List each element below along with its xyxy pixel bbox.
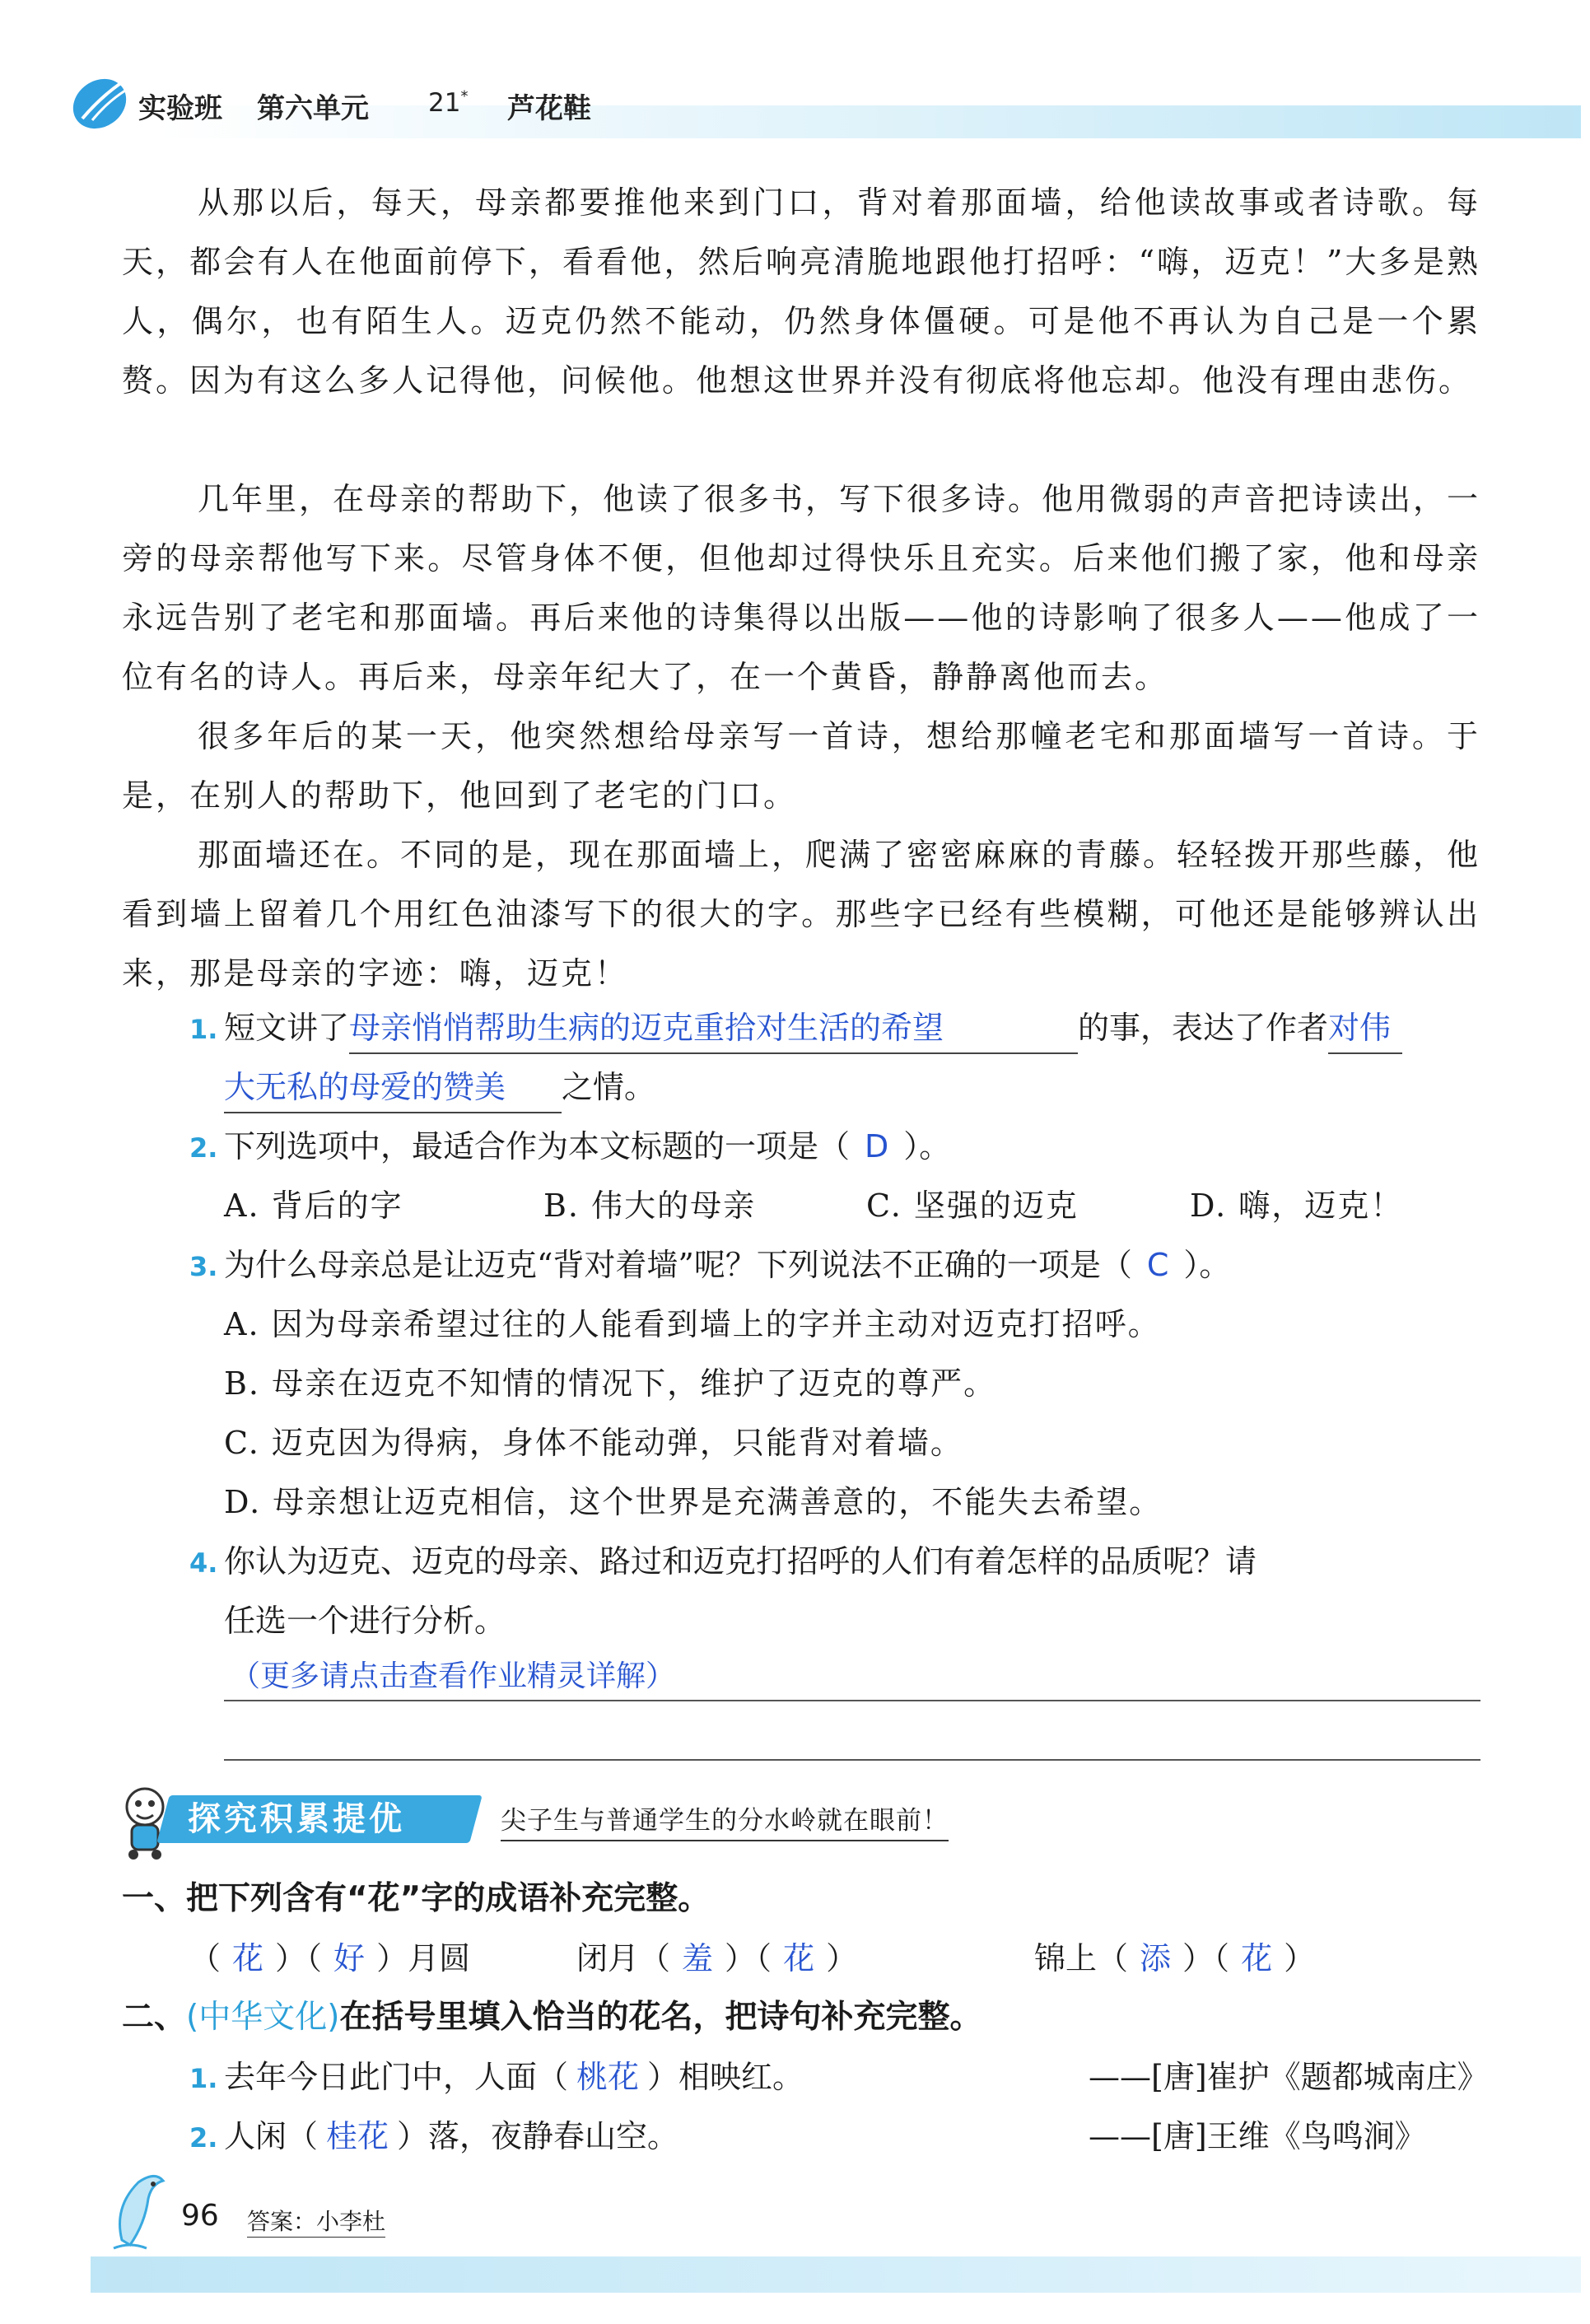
option-d: D. 母亲想让迈克相信，这个世界是充满善意的，不能失去希望。: [224, 1484, 1163, 1520]
culture-tag: (中华文化): [186, 1999, 340, 2036]
page-number: 96: [181, 2199, 219, 2233]
poem-source-1: ——[唐]崔护《题都城南庄》: [1089, 2059, 1489, 2095]
question-4-line-2: 任选一个进行分析。: [224, 1603, 506, 1639]
answer-line: [224, 1700, 1480, 1701]
part-2-title: 二、(中华文化)在括号里填入恰当的花名，把诗句补充完整。: [122, 1999, 982, 2036]
lesson-number: 21*: [428, 87, 469, 118]
answer-link[interactable]: （更多请点击查看作业精灵详解）: [231, 1659, 676, 1693]
poem-source-2: ——[唐]王维《鸟鸣涧》: [1089, 2118, 1426, 2154]
option-d: D. 嗨，迈克！: [1190, 1188, 1404, 1224]
answer-line: [224, 1759, 1480, 1761]
header-band: [156, 105, 1581, 138]
question-1-line-2: 大无私的母爱的赞美 之情。: [224, 1057, 655, 1117]
idiom-3: 锦上（ 添 ）（ 花 ）: [1034, 1940, 1316, 1976]
section-banner-subtitle: 尖子生与普通学生的分水岭就在眼前！: [501, 1802, 949, 1841]
option-c: C. 坚强的迈克: [866, 1188, 1079, 1224]
answer-blank: 对伟: [1328, 1003, 1402, 1054]
passage-paragraph-4: 那面墙还在。不同的是，现在那面墙上，爬满了密密麻麻的青藤。轻轻拨开那些藤，他看到墙上留着几个用红色油漆写下的很大的字。那些字已经有些模糊，可他还是能够辨认出来，那是母亲的字迹：嗨，迈克！: [122, 837, 1481, 992]
option-b: B. 伟大的母亲: [543, 1188, 757, 1224]
option-c: C. 迈克因为得病，身体不能动弹，只能背对着墙。: [224, 1425, 963, 1461]
idiom-1: （ 花 ）（ 好 ）月圆: [189, 1940, 471, 1976]
section-banner-title: 探究积累提优: [188, 1800, 405, 1838]
answer-blank: 大无私的母爱的赞美: [224, 1062, 562, 1113]
leaf-logo-icon: [68, 72, 132, 130]
question-2: 2. 下列选项中，最适合作为本文标题的一项是（ D ）。: [189, 1117, 950, 1178]
question-number: 1.: [189, 1014, 218, 1045]
option-b: B. 母亲在迈克不知情的情况下，维护了迈克的尊严。: [224, 1365, 997, 1402]
answer-blank: 母亲悄悄帮助生病的迈克重拾对生活的希望: [349, 1003, 1078, 1054]
unit-name: 第六单元: [257, 92, 369, 125]
option-a: A. 因为母亲希望过往的人能看到墙上的字并主动对迈克打招呼。: [224, 1306, 1161, 1342]
question-number: 4.: [189, 1547, 218, 1579]
part-1-title: 一、把下列含有“花”字的成语补充完整。: [122, 1880, 711, 1917]
series-name: 实验班: [138, 92, 222, 125]
answer: C: [1146, 1247, 1169, 1283]
question-4-line-1: 4. 你认为迈克、迈克的母亲、路过和迈克打招呼的人们有着怎样的品质呢？请: [189, 1532, 1257, 1593]
question-number: 3.: [189, 1251, 218, 1282]
answer-note: 答案：小李杜: [247, 2204, 385, 2238]
passage-paragraph-1: 从那以后，每天，母亲都要推他来到门口，背对着那面墙，给他读故事或者诗歌。每天，都会有人在他面前停下，看看他，然后响亮清脆地跟他打招呼：“嗨，迈克！”大多是熟人，偶尔，也有陌生人。迈克仍然不能动，仍然身体僵硬。可是他不再认为自己是一个累赘。因为有这么多人记得他，问候他。他想这世界并没有彻底将他忘却。他没有理由悲伤。: [122, 184, 1480, 399]
poem-item-2: 2. 人闲（ 桂花 ）落，夜静春山空。: [189, 2118, 679, 2154]
passage-paragraph-3: 很多年后的某一天，他突然想给母亲写一首诗，想给那幢老宅和那面墙写一首诗。于是，在别人的帮助下，他回到了老宅的门口。: [122, 718, 1480, 814]
passage-paragraph-2: 几年里，在母亲的帮助下，他读了很多书，写下很多诗。他用微弱的声音把诗读出，一旁的母亲帮他写下来。尽管身体不便，但他却过得快乐且充实。后来他们搬了家，他和母亲永远告别了老宅和那面墙。再后来他的诗集得以出版——他的诗影响了很多人——他成了一位有名的诗人。再后来，母亲年纪大了，在一个黄昏，静静离他而去。: [122, 481, 1481, 695]
footer-band: [91, 2256, 1581, 2293]
answer: D: [865, 1128, 889, 1164]
question-3: 3. 为什么母亲总是让迈克“背对着墙”呢？下列说法不正确的一项是（ C ）。: [189, 1235, 1230, 1296]
option-a: A. 背后的字: [224, 1188, 403, 1224]
question-1-line-1: 1. 短文讲了母亲悄悄帮助生病的迈克重拾对生活的希望 的事，表达了作者对伟: [189, 998, 1402, 1059]
idiom-2: 闭月（ 羞 ）（ 花 ）: [576, 1940, 858, 1976]
lesson-title: 芦花鞋: [507, 92, 591, 125]
question-number: 2.: [189, 1132, 218, 1164]
poem-item-1: 1. 去年今日此门中，人面（ 桃花 ）相映红。: [189, 2059, 804, 2095]
dolphin-icon: [105, 2166, 171, 2256]
